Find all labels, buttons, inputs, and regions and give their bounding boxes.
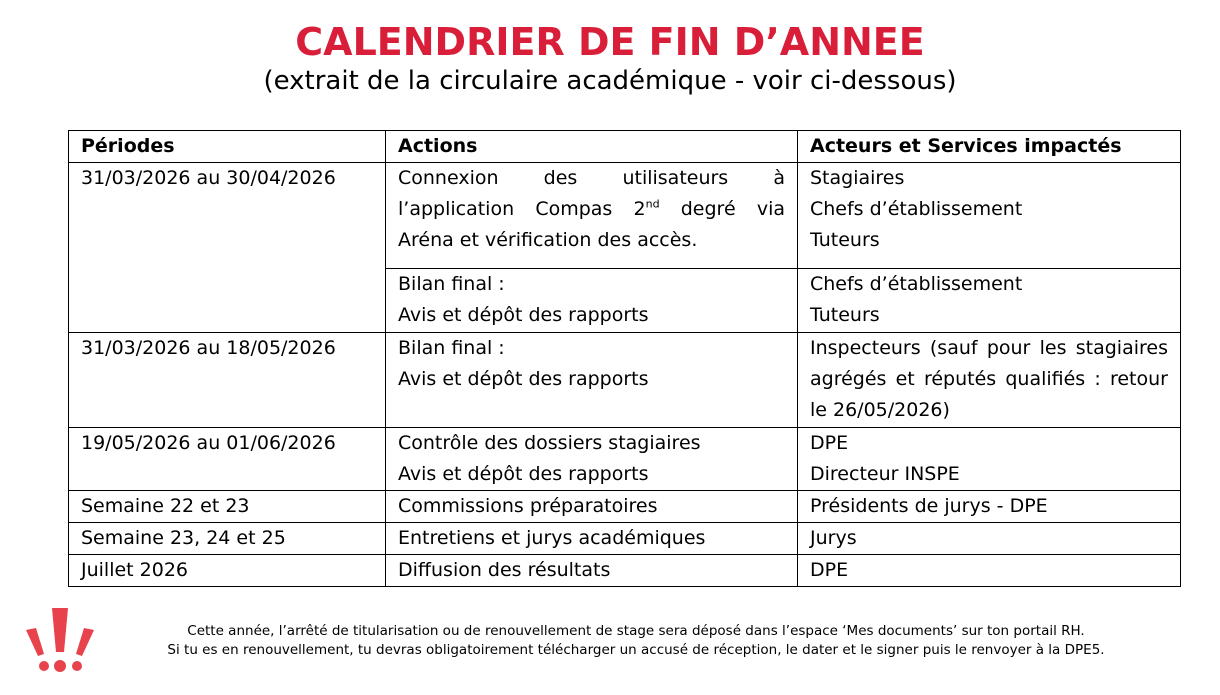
- table-row: [69, 523, 1181, 555]
- header-actors: Acteurs et Services impactés: [798, 131, 1181, 163]
- footer-note: [96, 622, 1176, 660]
- table-row: [69, 491, 1181, 523]
- actor-item: Directeur INSPE: [810, 463, 960, 485]
- table-header-row: [69, 131, 1181, 163]
- page-subtitle: (extrait de la circulaire académique - voir ci-dessous): [263, 66, 957, 96]
- table-row: [69, 555, 1181, 587]
- action-cell: Connexion des utilisateurs à l’application Compas 2nd degré via Aréna et vérification des accès.: [386, 163, 798, 269]
- note-line: Cette année, l’arrêté de titularisation ou de renouvellement de stage sera déposé dans l’espace ‘Mes documents’ sur ton portail RH.: [187, 623, 1085, 639]
- actors-cell: Jurys: [798, 523, 1181, 555]
- actor-item: Stagiaires: [810, 167, 905, 189]
- action-cell: Entretiens et jurys académiques: [386, 523, 798, 555]
- action-cell: Diffusion des résultats: [386, 555, 798, 587]
- actor-item: Chefs d’établissement: [810, 273, 1023, 295]
- actors-cell: [798, 428, 1181, 491]
- actor-item: Tuteurs: [810, 304, 880, 326]
- period-cell: 19/05/2026 au 01/06/2026: [69, 428, 386, 491]
- period-cell: 31/03/2026 au 18/05/2026: [69, 333, 386, 428]
- actors-cell: DPE: [798, 555, 1181, 587]
- header-actions: Actions: [386, 131, 798, 163]
- action-cell: Bilan final : Avis et dépôt des rapports: [386, 333, 798, 428]
- period-cell: Semaine 22 et 23: [69, 491, 386, 523]
- period-cell: 31/03/2026 au 30/04/2026: [69, 163, 386, 333]
- table-row: [69, 333, 1181, 428]
- action-cell: Contrôle des dossiers stagiaires Avis et dépôt des rapports: [386, 428, 798, 491]
- actors-cell: Inspecteurs (sauf pour les stagiaires agrégés et réputés qualifiés : retour le 26/05/2026): [798, 333, 1181, 428]
- action-cell: Bilan final : Avis et dépôt des rapports: [386, 269, 798, 333]
- actor-item: DPE: [810, 432, 849, 454]
- note-line: Si tu es en renouvellement, tu devras obligatoirement télécharger un accusé de réception, le dater et le signer puis le renvoyer à la DPE5.: [167, 642, 1105, 658]
- actors-cell: [798, 163, 1181, 269]
- table-row: [69, 163, 1181, 269]
- page-title: CALENDRIER DE FIN D’ANNEE: [295, 20, 925, 64]
- exclamation-marks-icon: [22, 604, 98, 676]
- calendar-table: [68, 130, 1181, 587]
- actors-cell: [798, 269, 1181, 333]
- table-row: [69, 428, 1181, 491]
- action-cell: Commissions préparatoires: [386, 491, 798, 523]
- actors-cell: Présidents de jurys - DPE: [798, 491, 1181, 523]
- header-periods: Périodes: [69, 131, 386, 163]
- period-cell: Semaine 23, 24 et 25: [69, 523, 386, 555]
- actor-item: Tuteurs: [810, 229, 880, 251]
- actor-item: Chefs d’établissement: [810, 198, 1023, 220]
- period-cell: Juillet 2026: [69, 555, 386, 587]
